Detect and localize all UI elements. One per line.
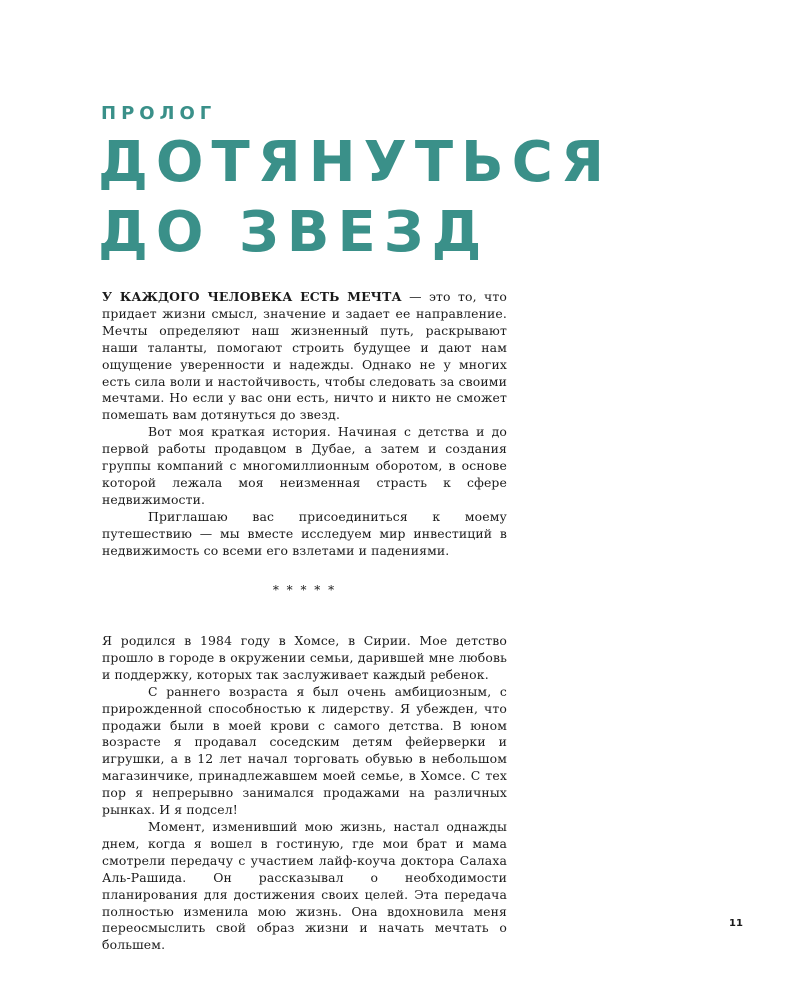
chapter-kicker: ПРОЛОГ bbox=[101, 103, 217, 124]
chapter-title-line-1: ДОТЯНУТЬСЯ bbox=[98, 130, 612, 195]
page-number: 11 bbox=[729, 918, 743, 929]
intro-paragraph-1 bbox=[102, 289, 507, 424]
story-paragraph-1: Я родился в 1984 году в Хомсе, в Сирии. Мое детство прошло в городе в окружении семьи, дарившей мне любовь и поддержку, которых так заслуживает каждый ребенок. bbox=[102, 633, 507, 682]
story-paragraph-3: Момент, изменивший мою жизнь, настал однажды днем, когда я вошел в гостиную, где мои брат и мама смотрели передачу с участием лайф-коуча доктора Салаха Аль-Рашида. Он рассказывал о необходимости планирования для достижения своих целей. Эта передача полностью изменила мою жизнь. Она вдохновила меня переосмыслить свой образ жизни и начать мечтать о большем. bbox=[102, 818, 507, 953]
story-text bbox=[102, 633, 507, 954]
intro-paragraph-1-text: — это то, что придает жизни смысл, значение и задает ее направление. Мечты определяют наш жизненный путь, раскрывают наши таланты, помогают строить будущее и дают нам ощущение уверенности и надежды. Однако не у многих есть сила воли и настойчивость, чтобы следовать за своими мечтами. Но если у вас они есть, ничто и никто не сможет помешать вам дотянуться до звезд. bbox=[102, 289, 507, 423]
intro-text bbox=[102, 289, 507, 560]
section-separator: * * * * * bbox=[272, 583, 337, 597]
chapter-title bbox=[98, 128, 612, 268]
chapter-title-line-2: ДО ЗВЕЗД bbox=[98, 200, 490, 265]
story-paragraph-2: С раннего возраста я был очень амбициозным, с прирожденной способностью к лидерству. Я убежден, что продажи были в моей крови с самого детства. В юном возрасте я продавал соседским детям фейерверки и игрушки, а в 12 лет начал торговать обувью в небольшом магазинчике, принадлежавшем моей семье, в Хомсе. С тех пор я непрерывно занимался продажами на различных рынках. И я подсел! bbox=[102, 683, 507, 818]
intro-lead: У КАЖДОГО ЧЕЛОВЕКА ЕСТЬ МЕЧТА bbox=[102, 289, 402, 304]
intro-paragraph-3: Приглашаю вас присоединиться к моему путешествию — мы вместе исследуем мир инвестиций в недвижимость со всеми его взлетами и падениями. bbox=[102, 508, 507, 558]
intro-paragraph-2: Вот моя краткая история. Начиная с детства и до первой работы продавцом в Дубае, а затем и создания группы компаний с многомиллионным оборотом, в основе которой лежала моя неизменная страсть к сфере недвижимости. bbox=[102, 424, 507, 507]
